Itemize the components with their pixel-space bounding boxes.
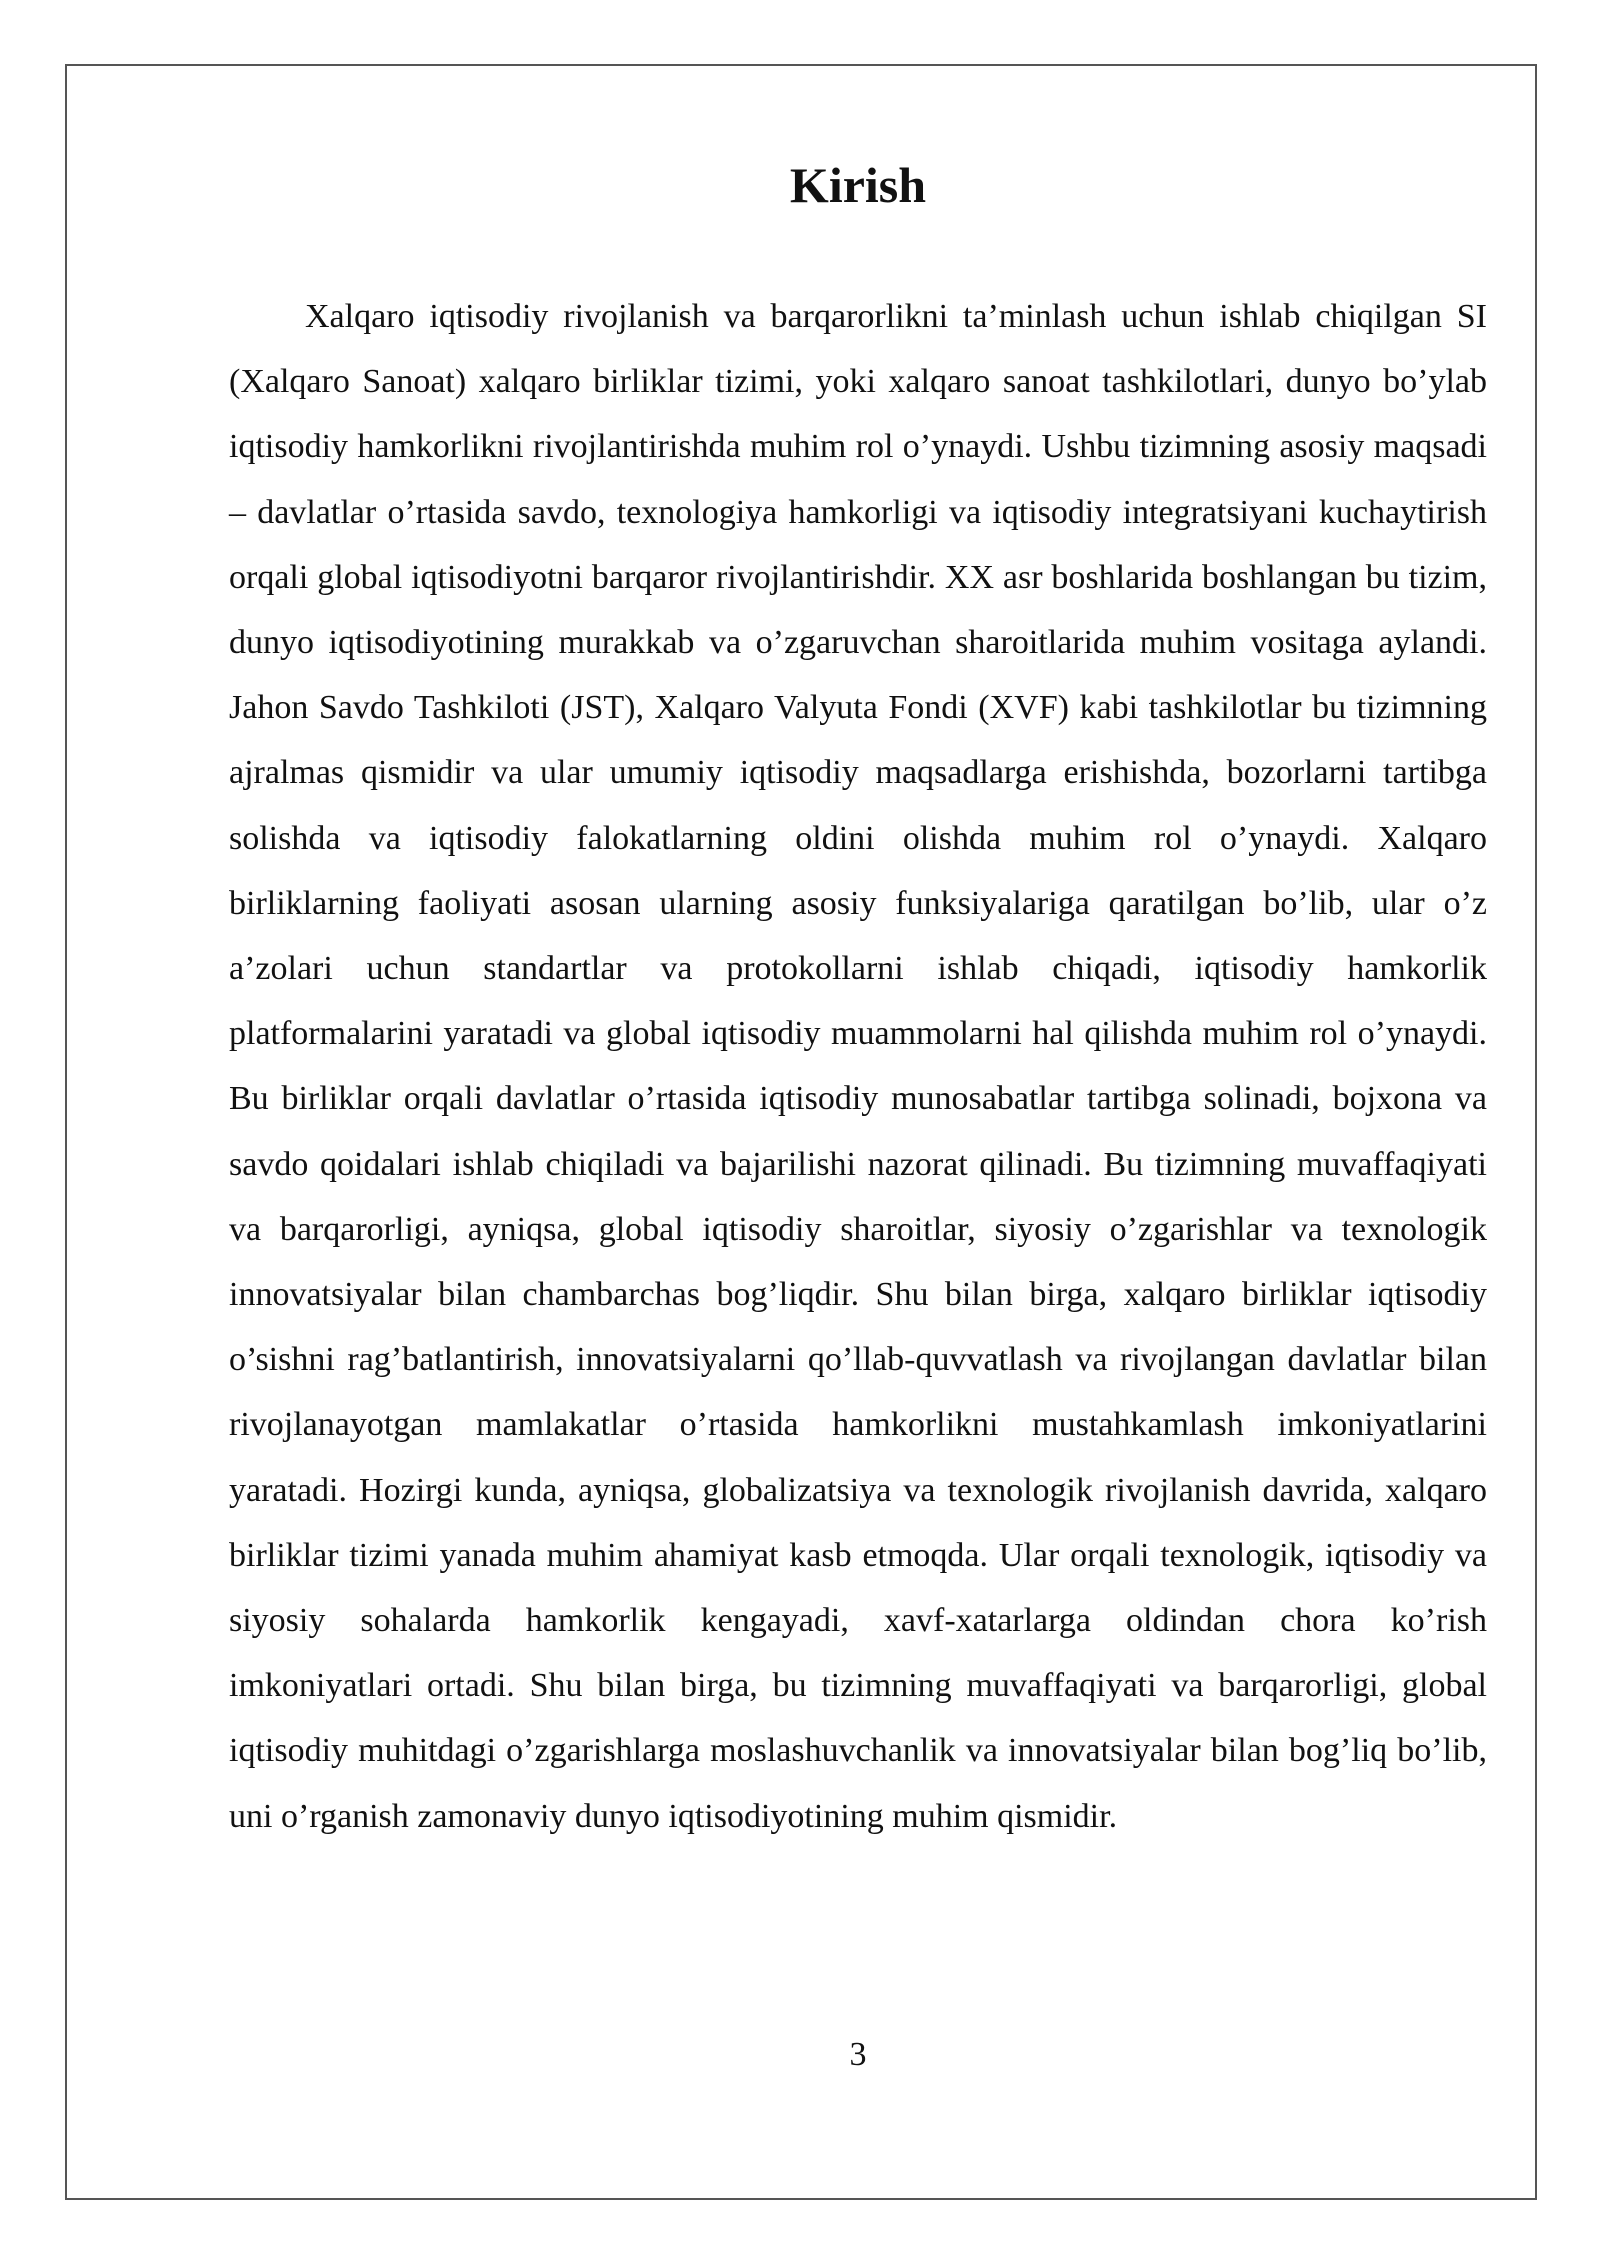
page-number: 3 xyxy=(849,2036,867,2073)
body-paragraph: Xalqaro iqtisodiy rivojlanish va barqarorlikni ta’minlash uchun ishlab chiqilgan SI (Xalqaro Sanoat) xalqaro birliklar tizimi, yoki xalqaro sanoat tashkilotlari, dunyo bo’ylab iqtisodiy hamkorlikni rivojlantirishda muhim rol o’ynaydi. Ushbu tizimning asosiy maqsadi – davlatlar o’rtasida savdo, texnologiya hamkorligi va iqtisodiy integratsiyani kuchaytirish orqali global iqtisodiyotni barqaror rivojlantirishdir. XX asr boshlarida boshlangan bu tizim, dunyo iqtisodiyotining murakkab va o’zgaruvchan sharoitlarida muhim vositaga aylandi. Jahon Savdo Tashkiloti (JST), Xalqaro Valyuta Fondi (XVF) kabi tashkilotlar bu tizimning ajralmas qismidir va ular umumiy iqtisodiy maqsadlarga erishishda, bozorlarni tartibga solishda va iqtisodiy falokatlarning oldini olishda muhim rol o’ynaydi. Xalqaro birliklarning faoliyati asosan ularning asosiy funksiyalariga qaratilgan bo’lib, ular o’z a’zolari uchun standartlar va protokollarni ishlab chiqadi, iqtisodiy hamkorlik platformalarini yaratadi va global iqtisodiy muammolarni hal qilishda muhim rol o’ynaydi. Bu birliklar orqali davlatlar o’rtasida iqtisodiy munosabatlar tartibga solinadi, bojxona va savdo qoidalari ishlab chiqiladi va bajarilishi nazorat qilinadi. Bu tizimning muvaffaqiyati va barqarorligi, ayniqsa, global iqtisodiy sharoitlar, siyosiy o’zgarishlar va texnologik innovatsiyalar bilan chambarchas bog’liqdir. Shu bilan birga, xalqaro birliklar iqtisodiy o’sishni rag’batlantirish, innovatsiyalarni qo’llab-quvvatlash va rivojlangan davlatlar bilan rivojlanayotgan mamlakatlar o’rtasida hamkorlikni mustahkamlash imkoniyatlarini yaratadi. Hozirgi kunda, ayniqsa, globalizatsiya va texnologik rivojlanish davrida, xalqaro birliklar tizimi yanada muhim ahamiyat kasb etmoqda. Ular orqali texnologik, iqtisodiy va siyosiy sohalarda hamkorlik kengayadi, xavf-xatarlarga oldindan chora ko’rish imkoniyatlari ortadi. Shu bilan birga, bu tizimning muvaffaqiyati va barqarorligi, global iqtisodiy muhitdagi o’zgarishlarga moslashuvchanlik va innovatsiyalar bilan bog’liq bo’lib, uni o’rganish zamonaviy dunyo iqtisodiyotining muhim qismidir. xyxy=(229,298,1487,1835)
page-title: Kirish xyxy=(789,157,927,213)
